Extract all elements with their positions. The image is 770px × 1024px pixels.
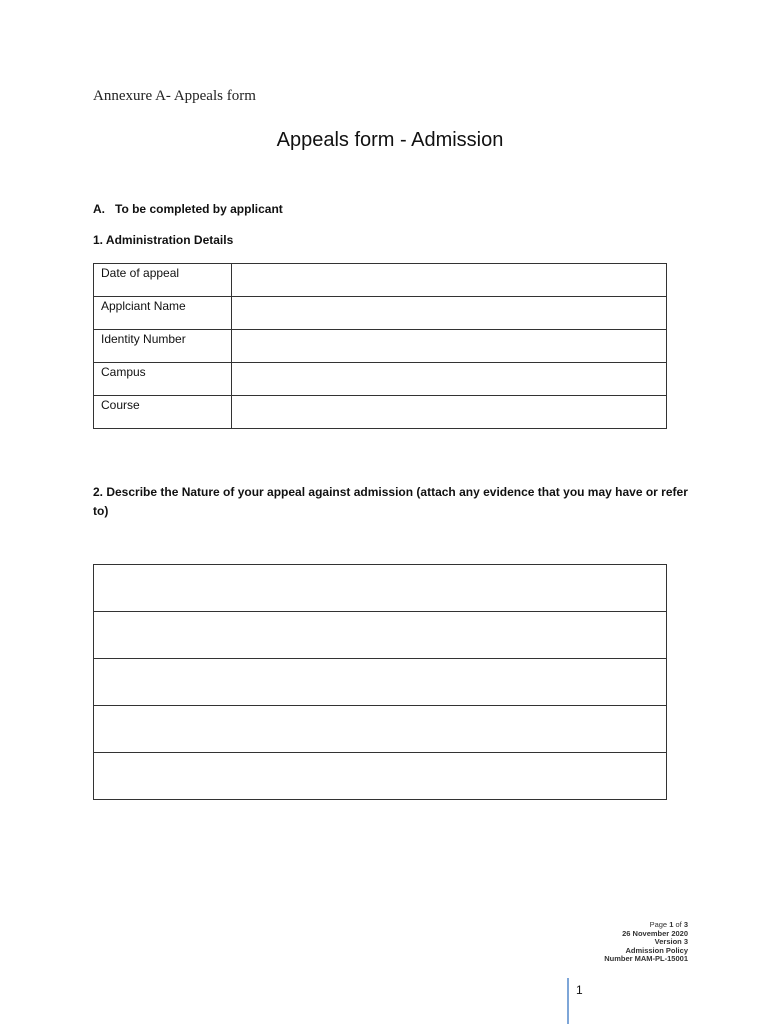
section-a-letter: A. [93,202,105,216]
page-current: 1 [669,920,674,929]
page-number-bar [567,978,569,1024]
page-number: 1 [576,983,583,997]
document-date: 26 November 2020 [622,928,688,938]
table-row [94,396,667,429]
table-row [94,706,667,753]
appeal-nature-line[interactable] [94,565,667,612]
administration-details-table [93,263,667,429]
table-row [94,330,667,363]
policy-number: Number MAM-PL-15001 [604,954,688,964]
appeal-nature-line[interactable] [94,612,667,659]
course-label: Course [94,396,232,429]
table-row [94,565,667,612]
appeal-nature-table [93,564,667,800]
table-row [94,659,667,706]
section-a-label: To be completed by applicant [115,202,283,216]
date-of-appeal-field[interactable] [232,264,667,297]
appeal-nature-line[interactable] [94,753,667,800]
annexure-title: Annexure A- Appeals form [93,88,256,104]
campus-field[interactable] [232,363,667,396]
campus-label: Campus [94,363,232,396]
page-word: Page [649,920,668,929]
appeal-nature-line[interactable] [94,659,667,706]
page-total: 3 [683,920,688,929]
table-row [94,297,667,330]
appeal-nature-line[interactable] [94,706,667,753]
identity-number-field[interactable] [232,330,667,363]
section-2-heading: 2. Describe the Nature of your appeal against admission (attach any evidence that you may have or refer to) [93,485,688,518]
applicant-name-field[interactable] [232,297,667,330]
table-row [94,753,667,800]
identity-number-label: Identity Number [94,330,232,363]
document-version: Version 3 [654,937,688,947]
course-field[interactable] [232,396,667,429]
date-of-appeal-label: Date of appeal [94,264,232,297]
section-a-heading [93,202,283,216]
table-row [94,612,667,659]
of-word: of [675,920,682,929]
table-row [94,363,667,396]
form-title: Appeals form - Admission [276,129,504,151]
document-control-info [604,921,688,964]
applicant-name-label: Applciant Name [94,297,232,330]
policy-name: Admission Policy [625,945,688,955]
section-1-heading: 1. Administration Details [93,233,234,247]
table-row [94,264,667,297]
